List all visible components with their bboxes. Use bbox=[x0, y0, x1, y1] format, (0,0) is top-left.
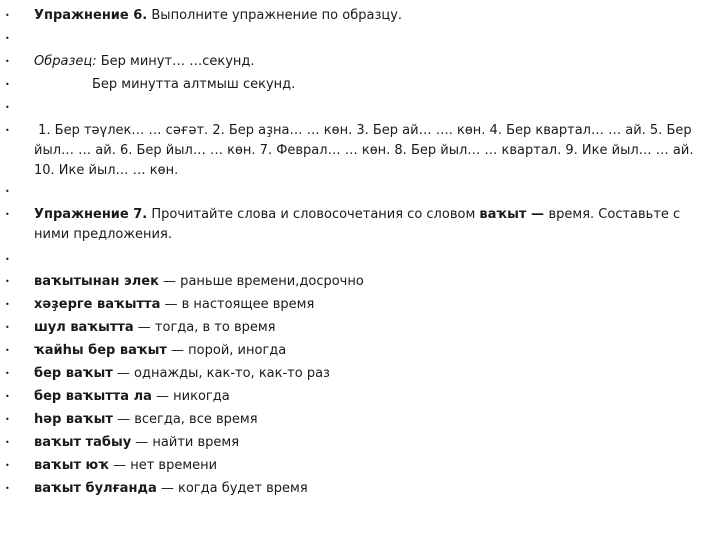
phrase-entry bbox=[34, 433, 712, 452]
phrase-entry bbox=[34, 410, 712, 429]
bullet-marker: • bbox=[5, 210, 10, 219]
bullet-marker: • bbox=[5, 11, 10, 20]
bullet-marker: • bbox=[5, 103, 10, 112]
phrase-term: хәҙерге ваҡытта bbox=[34, 297, 161, 312]
ex7-instruction-a: Прочитайте слова и словосочетания со словом bbox=[147, 207, 480, 222]
ex6-instruction: Выполните упражнение по образцу. bbox=[147, 8, 403, 23]
bullet-marker: • bbox=[5, 34, 10, 43]
phrase-term: ваҡыт булғанда bbox=[34, 481, 157, 496]
bullet-marker: • bbox=[5, 461, 10, 470]
ex6-heading bbox=[34, 6, 712, 25]
bullet-marker: • bbox=[5, 323, 10, 332]
phrase-meaning: — никогда bbox=[151, 389, 230, 404]
ex7-instruction-b: время. Составьте с ними предложения. bbox=[34, 207, 685, 242]
phrase-term: ваҡыт табыу bbox=[34, 435, 132, 450]
phrase-term: бер ваҡыт bbox=[34, 366, 113, 381]
phrase-term: һәр ваҡыт bbox=[34, 412, 113, 427]
phrase-term: ваҡытынан элек bbox=[34, 274, 159, 289]
ex6-sample bbox=[34, 52, 712, 71]
phrase-term: ҡайһы бер ваҡыт bbox=[34, 343, 167, 358]
bullet-marker: • bbox=[5, 80, 10, 89]
bullet-marker: • bbox=[5, 255, 10, 264]
phrase-meaning: — однажды, как-то, как-то раз bbox=[112, 366, 330, 381]
phrase-entry bbox=[34, 295, 712, 314]
phrase-entry bbox=[34, 341, 712, 360]
phrase-meaning: — когда будет время bbox=[156, 481, 308, 496]
phrase-meaning: — нет времени bbox=[108, 458, 218, 473]
bullet-marker: • bbox=[5, 57, 10, 66]
ex6-sample-answer: Бер минутта алтмыш секунд. bbox=[92, 77, 296, 92]
bullet-marker: • bbox=[5, 484, 10, 493]
phrase-meaning: — в настоящее время bbox=[160, 297, 315, 312]
phrase-entry bbox=[34, 272, 712, 291]
phrase-meaning: — порой, иногда bbox=[166, 343, 287, 358]
phrase-meaning: — тогда, в то время bbox=[133, 320, 276, 335]
phrase-entry bbox=[34, 318, 712, 337]
bullet-marker: • bbox=[5, 277, 10, 286]
ex7-keyword: ваҡыт — bbox=[479, 207, 549, 222]
phrase-meaning: — раньше времени,досрочно bbox=[158, 274, 364, 289]
bullet-marker: • bbox=[5, 346, 10, 355]
bullet-marker: • bbox=[5, 438, 10, 447]
ex6-title: Упражнение 6. bbox=[34, 8, 148, 23]
ex7-title: Упражнение 7. bbox=[34, 207, 148, 222]
bullet-marker: • bbox=[5, 300, 10, 309]
phrase-term: бер ваҡытта ла bbox=[34, 389, 152, 404]
ex7-heading bbox=[34, 205, 712, 245]
phrase-meaning: — всегда, все время bbox=[112, 412, 258, 427]
phrase-term: ваҡыт юҡ bbox=[34, 458, 109, 473]
ex6-sample-text: Бер минут… …секунд. bbox=[96, 54, 255, 69]
phrase-term: шул ваҡытта bbox=[34, 320, 134, 335]
phrase-entry bbox=[34, 479, 712, 498]
phrase-entry bbox=[34, 364, 712, 383]
bullet-marker: • bbox=[5, 126, 10, 135]
ex6-items: 1. Бер тәүлек… … сәғәт. 2. Бер аҙна… … көн. 3. Бер ай… …. көн. 4. Бер квартал… … ай. 5. Бер йыл… … ай. 6. Бер йыл… … көн. 7. Феврал… … көн. 8. Бер йыл… … квартал. 9. Ике йыл… … ай. 10. Ике йыл… … көн. bbox=[34, 123, 698, 178]
bullet-marker: • bbox=[5, 392, 10, 401]
bullet-marker: • bbox=[5, 415, 10, 424]
bullet-marker: • bbox=[5, 369, 10, 378]
phrase-entry bbox=[34, 456, 712, 475]
phrase-meaning: — найти время bbox=[131, 435, 240, 450]
bullet-marker: • bbox=[5, 187, 10, 196]
phrase-entry bbox=[34, 387, 712, 406]
ex6-sample-label: Образец: bbox=[34, 54, 97, 69]
